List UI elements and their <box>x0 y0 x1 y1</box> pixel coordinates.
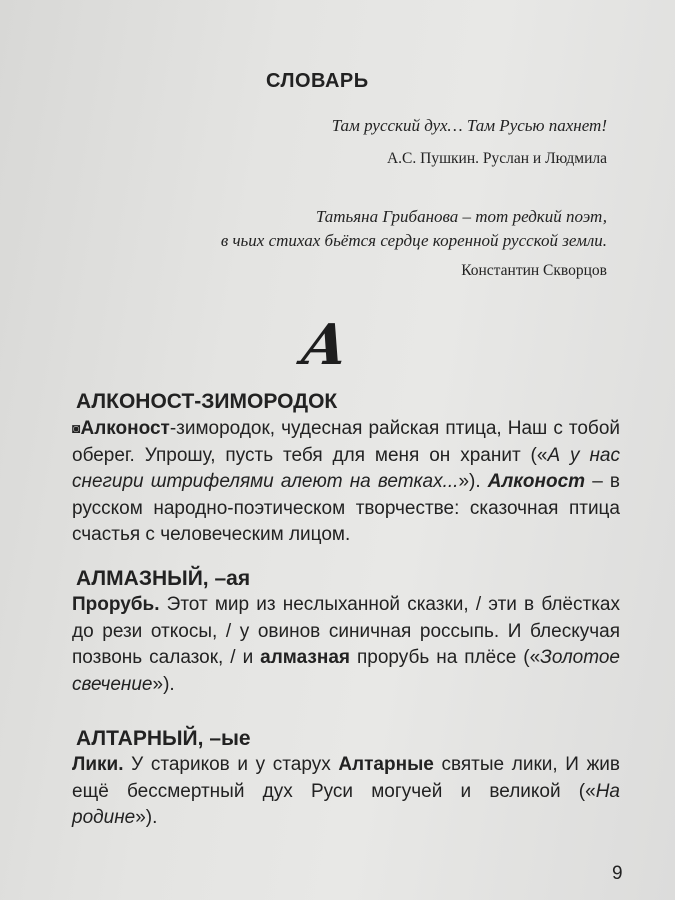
epigraph-2-author: Константин Скворцов <box>461 262 607 279</box>
section-letter: А <box>297 312 353 378</box>
entry-text: »). <box>152 673 175 695</box>
entry-text: »). <box>135 807 158 828</box>
entry-text: »). <box>458 471 488 492</box>
page-number: 9 <box>612 863 623 884</box>
epigraph-1-text: Там русский дух… Там Русью пахнет! <box>331 116 607 135</box>
entry-heading: АЛКОНОСТ-ЗИМОРОДОК <box>76 390 338 413</box>
entry-bold-term: алмазная <box>260 647 350 668</box>
entry-bold-term: Алконост <box>80 418 170 439</box>
entry-text: Этот мир из неслыханной сказки, / эти в блёстках до рези откосы, / у овинов синичная россыпь. И блескучая позвонь салазок, / и <box>72 594 620 668</box>
epigraph-2-line-2: в чьих стихах бьётся сердце коренной русской земли. <box>220 231 607 250</box>
entry-text: прорубь на плёсе (« <box>350 647 541 668</box>
entry-text: – в русском народно-поэтическом творчестве: сказочная птица счастья с человеческим лицом. <box>72 471 620 545</box>
entry-quote: А у нас снегири штрифелями алеют на ветках... <box>72 444 620 492</box>
entry-bold-term: Лики. <box>72 754 124 775</box>
epigraph-2-text <box>221 205 607 253</box>
epigraph-2-line-1: Татьяна Грибанова – тот редкий поэт, <box>315 207 607 226</box>
entry-source: На родине <box>72 780 620 828</box>
entry-heading: АЛТАРНЫЙ, –ые <box>76 727 251 750</box>
epigraph-1-author: А.С. Пушкин. Руслан и Людмила <box>386 150 607 167</box>
entry-bold-italic-term: Алконост <box>487 471 586 492</box>
entry-text: святые лики, И жив ещё бессмертный дух Руси могучей и великой (« <box>72 754 620 802</box>
entry-bold-term: Алтарные <box>338 754 434 775</box>
entry-heading: АЛМАЗНЫЙ, –ая <box>76 567 251 590</box>
entry-body <box>72 592 620 698</box>
entry-body <box>72 415 620 549</box>
entry-text: У стариков и у старух <box>123 754 339 775</box>
entry-marker-icon: ◙ <box>72 420 81 436</box>
entry-bold-term: Прорубь. <box>72 594 160 615</box>
page-title: СЛОВАРЬ <box>266 70 369 92</box>
entry-text: -зимородок, чудесная райская птица, Наш с тобой оберег. Упрошу, пусть тебя для меня он хранит (« <box>72 418 620 466</box>
entry-body <box>72 752 620 832</box>
entry-source: Золотое свечение <box>72 647 620 695</box>
